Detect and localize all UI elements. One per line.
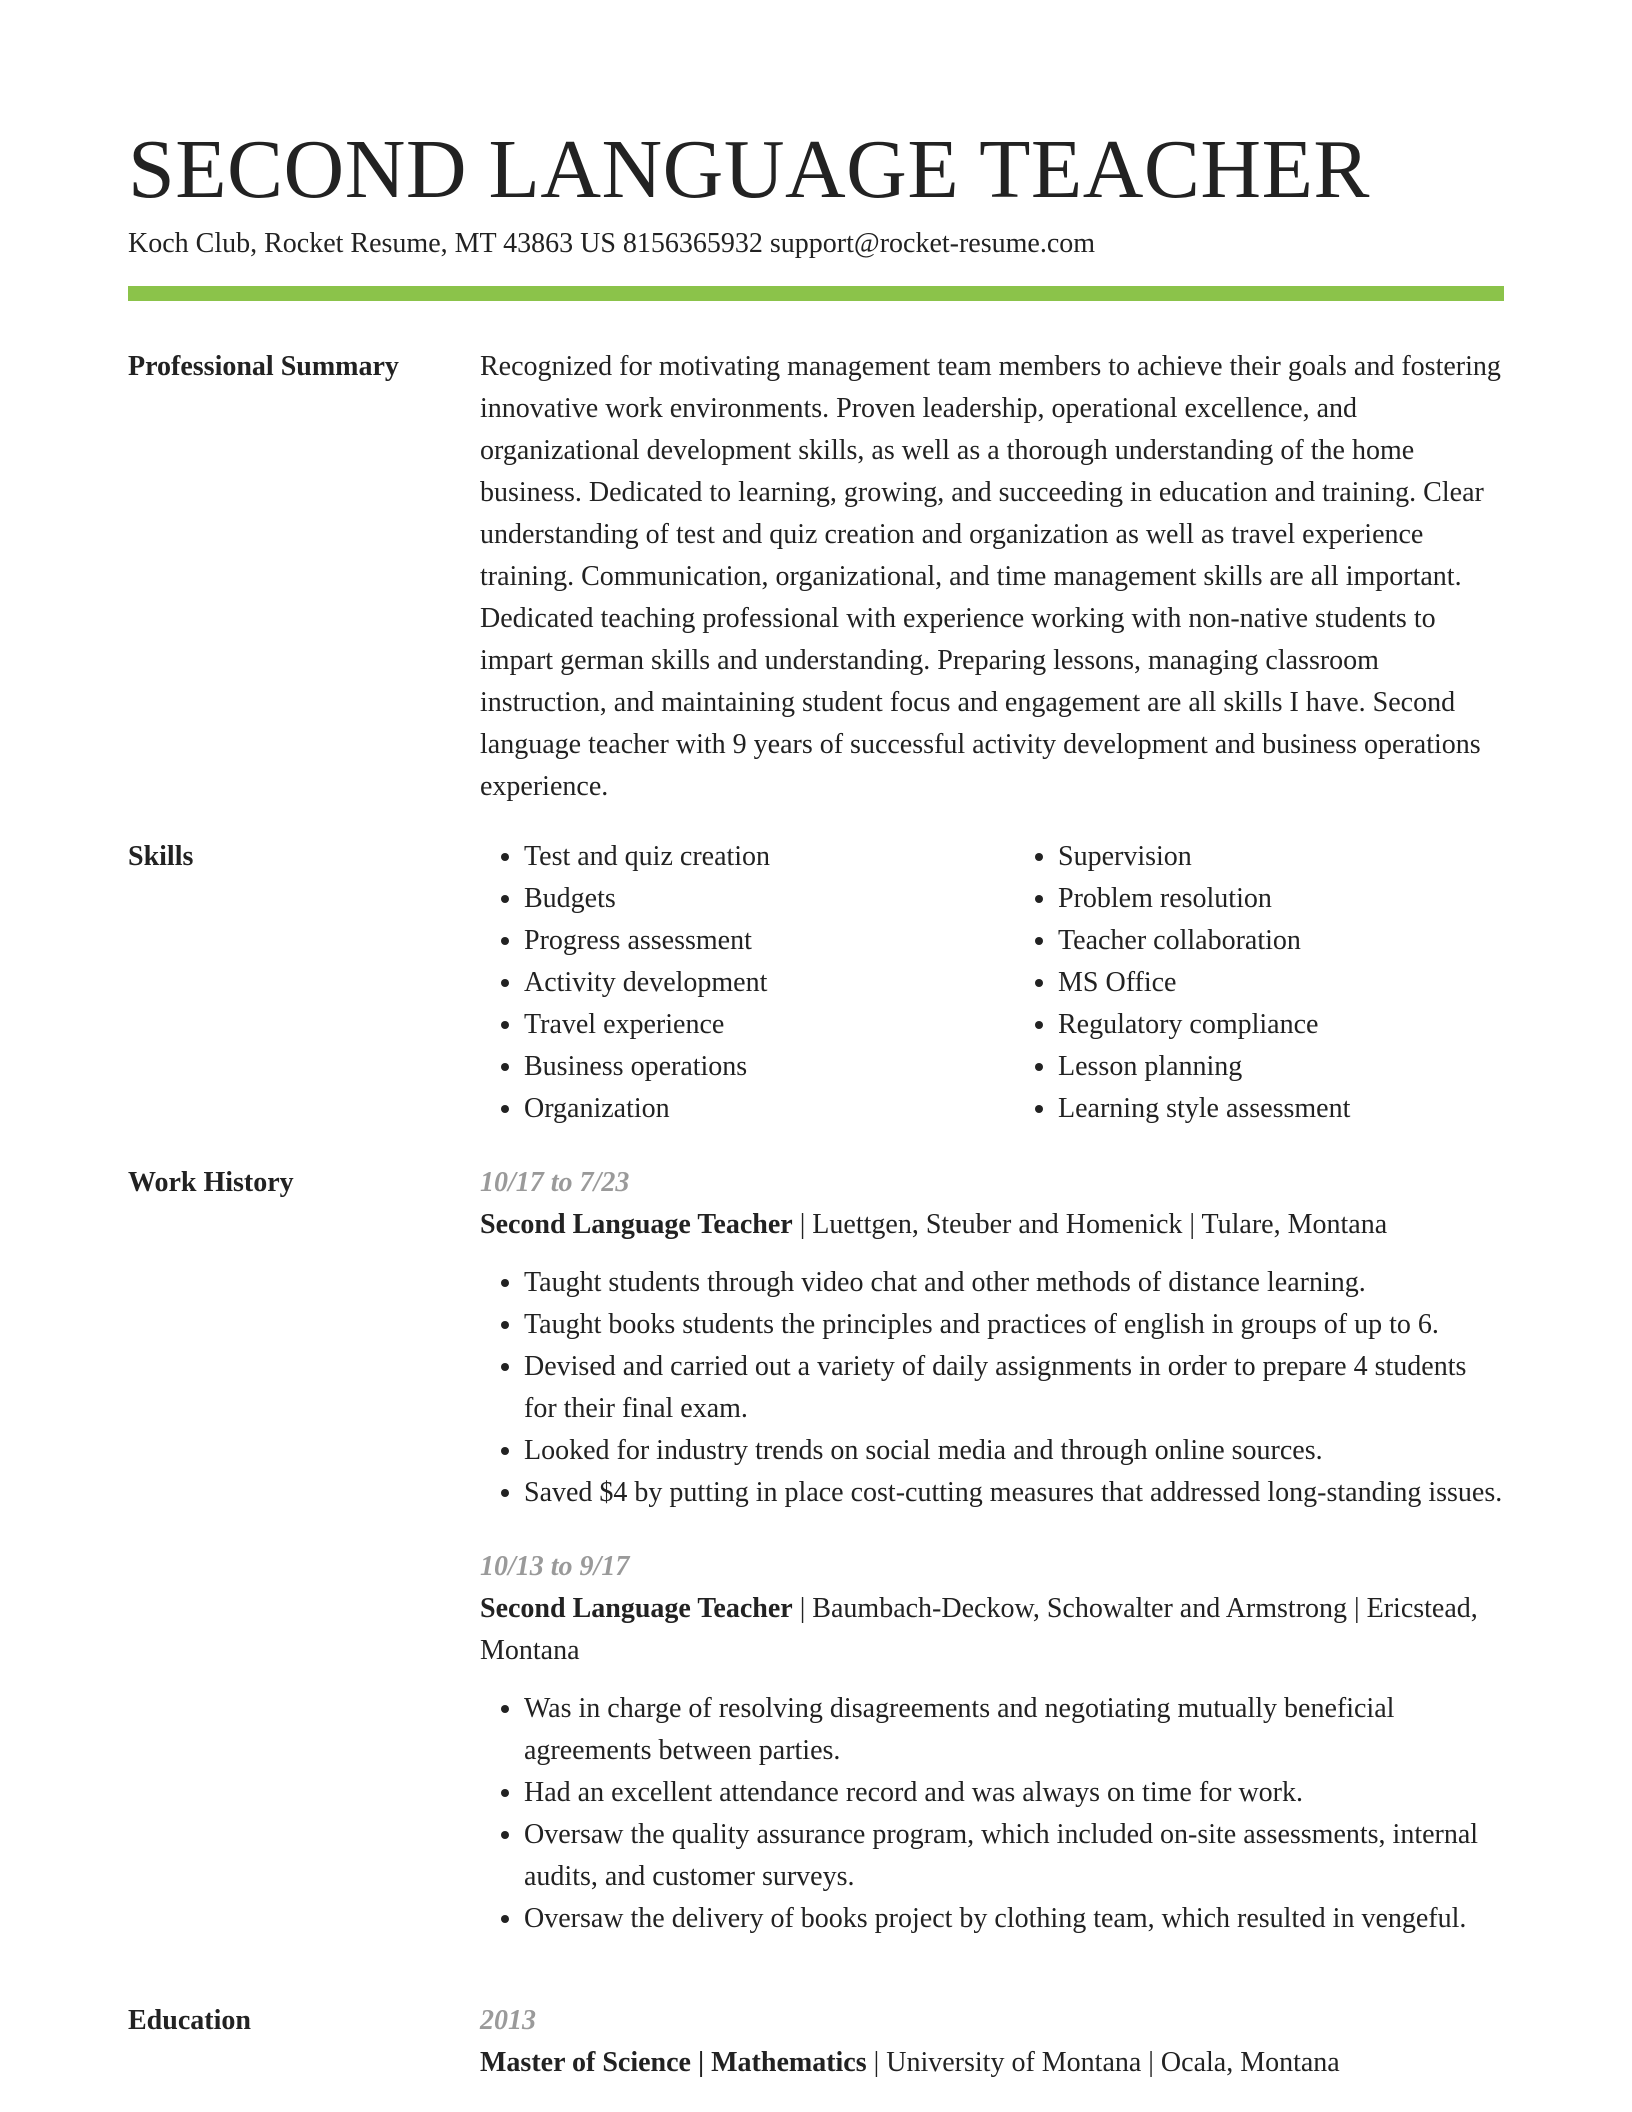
- skill-item: • Travel experience: [524, 1004, 970, 1046]
- skills-list-left: [480, 836, 970, 1130]
- accent-divider: [128, 286, 1504, 301]
- skill-item: • Teacher collaboration: [1058, 920, 1504, 962]
- job-duty: • Devised and carried out a variety of daily assignments in order to prepare 4 students for their final exam.: [524, 1346, 1504, 1430]
- summary-text: Recognized for motivating management team members to achieve their goals and fostering innovative work environments. Proven leadership, operational excellence, and organizational development skills, as well as a thorough understanding of the home business. Dedicated to learning, growing, and succeeding in education and training. Clear understanding of test and quiz creation and organization as well as travel experience training. Communication, organizational, and time management skills are all important. Dedicated teaching professional with experience working with non-native students to impart german skills and understanding. Preparing lessons, managing classroom instruction, and maintaining student focus and engagement are all skills I have. Second language teacher with 9 years of successful activity development and business operations experience.: [480, 351, 1501, 802]
- skill-item: • Budgets: [524, 878, 970, 920]
- skill-item: • Test and quiz creation: [524, 836, 970, 878]
- job-employer-location: | Baumbach-Deckow, Schowalter and Armstrong | Ericstead, Montana: [480, 1593, 1478, 1666]
- job-dates: 10/17 to 7/23: [480, 1167, 630, 1198]
- skill-item: • Progress assessment: [524, 920, 970, 962]
- job-duty: • Saved $4 by putting in place cost-cutting measures that addressed long-standing issues.: [524, 1472, 1504, 1514]
- skills-list-right: [1014, 836, 1504, 1130]
- section-title-work-history: Work History: [128, 1167, 294, 1198]
- skill-item: • MS Office: [1058, 962, 1504, 1004]
- skill-item: • Organization: [524, 1088, 970, 1130]
- job-duty: • Oversaw the quality assurance program, which included on-site assessments, internal audits, and customer surveys.: [524, 1814, 1504, 1898]
- section-title-education: Education: [128, 2005, 251, 2036]
- job-duty: • Oversaw the delivery of books project by clothing team, which resulted in vengeful.: [524, 1898, 1504, 1940]
- section-title-summary: Professional Summary: [128, 351, 399, 382]
- skill-item: • Lesson planning: [1058, 1046, 1504, 1088]
- contact-line: Koch Club, Rocket Resume, MT 43863 US 8156365932 support@rocket-resume.com: [128, 228, 1096, 259]
- job-duties-list: [480, 1688, 1504, 1940]
- resume-header: [128, 118, 1504, 262]
- job-duties-list: [480, 1262, 1504, 1514]
- candidate-name: SECOND LANGUAGE TEACHER: [128, 123, 1370, 216]
- job-role-line: [480, 1588, 1504, 1672]
- skill-item: • Business operations: [524, 1046, 970, 1088]
- skill-item: • Learning style assessment: [1058, 1088, 1504, 1130]
- skill-item: • Problem resolution: [1058, 878, 1504, 920]
- skills-columns: [480, 836, 1504, 1130]
- job-title: Second Language Teacher: [480, 1209, 793, 1240]
- section-title-skills: Skills: [128, 841, 194, 872]
- education-line: [480, 2042, 1504, 2084]
- job-employer-location: | Luettgen, Steuber and Homenick | Tulare, Montana: [792, 1209, 1388, 1240]
- skill-item: • Regulatory compliance: [1058, 1004, 1504, 1046]
- job-title: Second Language Teacher: [480, 1593, 793, 1624]
- job-duty: • Had an excellent attendance record and was always on time for work.: [524, 1772, 1504, 1814]
- degree: Master of Science | Mathematics: [480, 2047, 867, 2078]
- job-role-line: [480, 1204, 1504, 1246]
- job-duty: • Was in charge of resolving disagreements and negotiating mutually beneficial agreements between parties.: [524, 1688, 1504, 1772]
- education-year: 2013: [480, 2005, 536, 2036]
- skill-item: • Activity development: [524, 962, 970, 1004]
- job-duty: • Looked for industry trends on social media and through online sources.: [524, 1430, 1504, 1472]
- school-location: | University of Montana | Ocala, Montana: [866, 2047, 1340, 2078]
- job-duty: • Taught students through video chat and other methods of distance learning.: [524, 1262, 1504, 1304]
- job-dates: 10/13 to 9/17: [480, 1551, 630, 1582]
- job-duty: • Taught books students the principles and practices of english in groups of up to 6.: [524, 1304, 1504, 1346]
- job-entry: [480, 1162, 1504, 1514]
- skill-item: • Supervision: [1058, 836, 1504, 878]
- job-entry: [480, 1546, 1504, 1940]
